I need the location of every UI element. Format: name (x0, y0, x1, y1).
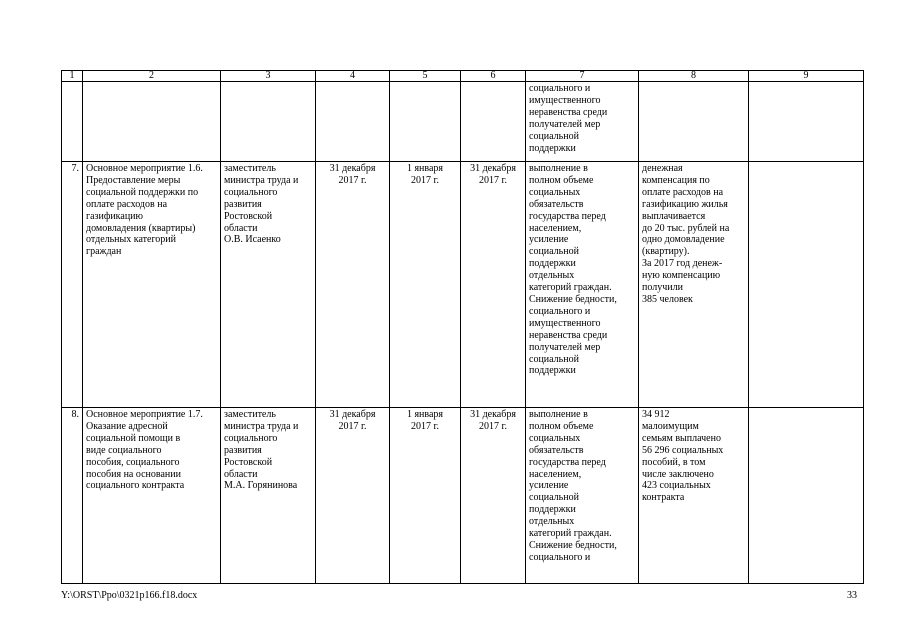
cell-text-line: денежная (642, 163, 683, 174)
cell-text-line: За 2017 год денеж- (642, 258, 723, 270)
cell-text-line: области (224, 222, 258, 234)
cell-text-line: виде социального (86, 444, 162, 456)
cell-text-line: 2017 г. (338, 420, 367, 432)
cell-text-line: заместитель (224, 163, 276, 174)
column-number: 6 (461, 71, 526, 82)
planned-end-date-cell (316, 162, 390, 408)
cell-text-line: социальной поддержки по (86, 186, 199, 198)
cell-text-line: полном объеме (529, 420, 594, 432)
cell-text-line: социального (224, 432, 278, 444)
cell-text-line: отдельных категорий (86, 234, 177, 246)
cell-text-line: ную компенсацию (642, 270, 721, 282)
responsible-cell (221, 162, 316, 408)
cell-text-line: 2017 г. (479, 174, 507, 186)
expected-result-cell (526, 408, 639, 584)
cell-text-line: выплачивается (642, 210, 706, 222)
cell-text-line: обязательств (529, 198, 584, 210)
cell-text-line: неравенства среди (529, 329, 608, 341)
cell-text-line: 1 января (406, 409, 444, 420)
responsible-cell (221, 408, 316, 584)
actual-result-cell (639, 162, 749, 408)
cell-text-line: (квартиру). (642, 246, 690, 258)
activity-name-cell (83, 408, 221, 584)
cell-text-line: одно домовладение (642, 234, 725, 246)
row-number-cell: 8. (62, 408, 83, 584)
cell-text-line: полном объеме (529, 174, 594, 186)
cell-text-line: поддержки (529, 365, 576, 377)
cell-text-line: числе заключено (642, 468, 714, 480)
actual-result-cell (639, 82, 749, 162)
cell-text-line: 2017 г. (479, 420, 507, 432)
cell-text-line: имущественного (529, 317, 601, 329)
cell-text-line: 34 912 (642, 409, 670, 420)
column-number: 2 (83, 71, 221, 82)
cell-text-line: контракта (642, 492, 685, 504)
cell-text-line: поддержки (529, 142, 576, 154)
cell-text-line: 56 296 социальных (642, 444, 724, 456)
cell-text-line: Основное мероприятие 1.6. (86, 163, 203, 174)
cell-text-line: отдельных (529, 516, 575, 528)
cell-text-line: 385 человек (642, 293, 693, 305)
cell-text-line: социального и (529, 83, 591, 94)
planned-end-date-cell (316, 408, 390, 584)
cell-text-line: категорий граждан. (529, 528, 612, 540)
cell-text-line: домовладения (квартиры) (86, 222, 196, 234)
document-table (61, 70, 864, 584)
cell-text-line: 1 января (406, 163, 444, 174)
cell-text-line: получили (642, 282, 683, 294)
cell-text-line: до 20 тыс. рублей на (642, 222, 730, 234)
cell-text-line: Предоставление меры (86, 174, 181, 186)
cell-text-line: поддержки (529, 258, 576, 270)
cell-text-line: отдельных (529, 270, 575, 282)
cell-text-line: усиление (529, 480, 569, 492)
cell-text-line: социального и (529, 551, 591, 563)
column-number: 9 (749, 71, 864, 82)
cell-text-line: компенсация по (642, 174, 710, 186)
row-number-cell: 7. (62, 162, 83, 408)
cell-text-line: социальных (529, 432, 581, 444)
cell-text-line: населением, (529, 222, 582, 234)
cell-text-line: граждан (86, 246, 122, 258)
cell-text-line: министра труда и (224, 420, 299, 432)
actual-start-date-cell (390, 162, 461, 408)
cell-text-line: 31 декабря (329, 409, 376, 420)
cell-text-line: семьям выплачено (642, 432, 721, 444)
column-number: 7 (526, 71, 639, 82)
expected-result-cell (526, 162, 639, 408)
cell-text-line: социальной (529, 130, 579, 142)
column-number: 8 (639, 71, 749, 82)
cell-text-line: поддержки (529, 504, 576, 516)
cell-text-line: социальной (529, 492, 579, 504)
cell-text-line: усиление (529, 234, 569, 246)
cell-text-line: государства перед (529, 210, 606, 222)
column-number: 5 (390, 71, 461, 82)
cell-text-line: получателей мер (529, 118, 601, 130)
cell-text-line: социального и (529, 305, 591, 317)
expected-result-cell (526, 82, 639, 162)
cell-text-line: населением, (529, 468, 582, 480)
cell-text-line: развития (224, 444, 262, 456)
notes-cell (749, 408, 864, 584)
cell-text-line: 2017 г. (338, 174, 367, 186)
cell-text-line: социальной (529, 246, 579, 258)
cell-text-line: выполнение в (529, 163, 588, 174)
cell-text-line: газификацию (86, 210, 143, 222)
cell-text-line: Снижение бедности, (529, 293, 617, 305)
footer-page-number: 33 (847, 590, 857, 601)
cell-text-line: развития (224, 198, 262, 210)
cell-text-line: обязательств (529, 444, 584, 456)
actual-end-date-cell (461, 82, 526, 162)
notes-cell (749, 162, 864, 408)
actual-start-date-cell (390, 408, 461, 584)
row-number-cell (62, 82, 83, 162)
cell-text-line: Основное мероприятие 1.7. (86, 409, 203, 420)
cell-text-line: Ростовской (224, 456, 273, 468)
cell-text-line: М.А. Горянинова (224, 480, 298, 492)
column-number: 1 (62, 71, 83, 82)
footer-file-path: Y:\ORST\Ppo\0321p166.f18.docx (61, 590, 198, 601)
cell-text-line: имущественного (529, 94, 601, 106)
cell-text-line: получателей мер (529, 341, 601, 353)
actual-end-date-cell (461, 162, 526, 408)
column-number: 4 (316, 71, 390, 82)
actual-end-date-cell (461, 408, 526, 584)
cell-text-line: неравенства среди (529, 106, 608, 118)
cell-text-line: министра труда и (224, 174, 299, 186)
cell-text-line: выполнение в (529, 409, 588, 420)
activity-name-cell (83, 162, 221, 408)
cell-text-line: социального контракта (86, 480, 185, 492)
cell-text-line: оплате расходов на (642, 186, 724, 198)
activity-name-cell (83, 82, 221, 162)
cell-text-line: 31 декабря (470, 163, 516, 174)
responsible-cell (221, 82, 316, 162)
table-row (62, 162, 864, 408)
cell-text-line: 2017 г. (411, 174, 439, 186)
planned-end-date-cell (316, 82, 390, 162)
actual-start-date-cell (390, 82, 461, 162)
cell-text-line: 31 декабря (329, 163, 376, 174)
cell-text-line: социальной (529, 353, 579, 365)
cell-text-line: малоимущим (642, 420, 699, 432)
column-number: 3 (221, 71, 316, 82)
cell-text-line: оплате расходов на (86, 198, 168, 210)
cell-text-line: социального (224, 186, 278, 198)
cell-text-line: газификацию жилья (642, 198, 728, 210)
actual-result-cell (639, 408, 749, 584)
cell-text-line: Снижение бедности, (529, 539, 617, 551)
cell-text-line: пособия на основании (86, 468, 181, 480)
cell-text-line: государства перед (529, 456, 606, 468)
table-row (62, 82, 864, 162)
cell-text-line: социальной помощи в (86, 432, 181, 444)
table-header-row (62, 71, 864, 82)
cell-text-line: категорий граждан. (529, 282, 612, 294)
cell-text-line: области (224, 468, 258, 480)
cell-text-line: 2017 г. (411, 420, 439, 432)
table-row (62, 408, 864, 584)
cell-text-line: Оказание адресной (86, 420, 168, 432)
cell-text-line: Ростовской (224, 210, 273, 222)
cell-text-line: социальных (529, 186, 581, 198)
notes-cell (749, 82, 864, 162)
cell-text-line: 423 социальных (642, 480, 711, 492)
cell-text-line: заместитель (224, 409, 276, 420)
cell-text-line: пособия, социального (86, 456, 180, 468)
cell-text-line: пособий, в том (642, 456, 706, 468)
cell-text-line: О.В. Исаенко (224, 234, 281, 246)
cell-text-line: 31 декабря (470, 409, 516, 420)
